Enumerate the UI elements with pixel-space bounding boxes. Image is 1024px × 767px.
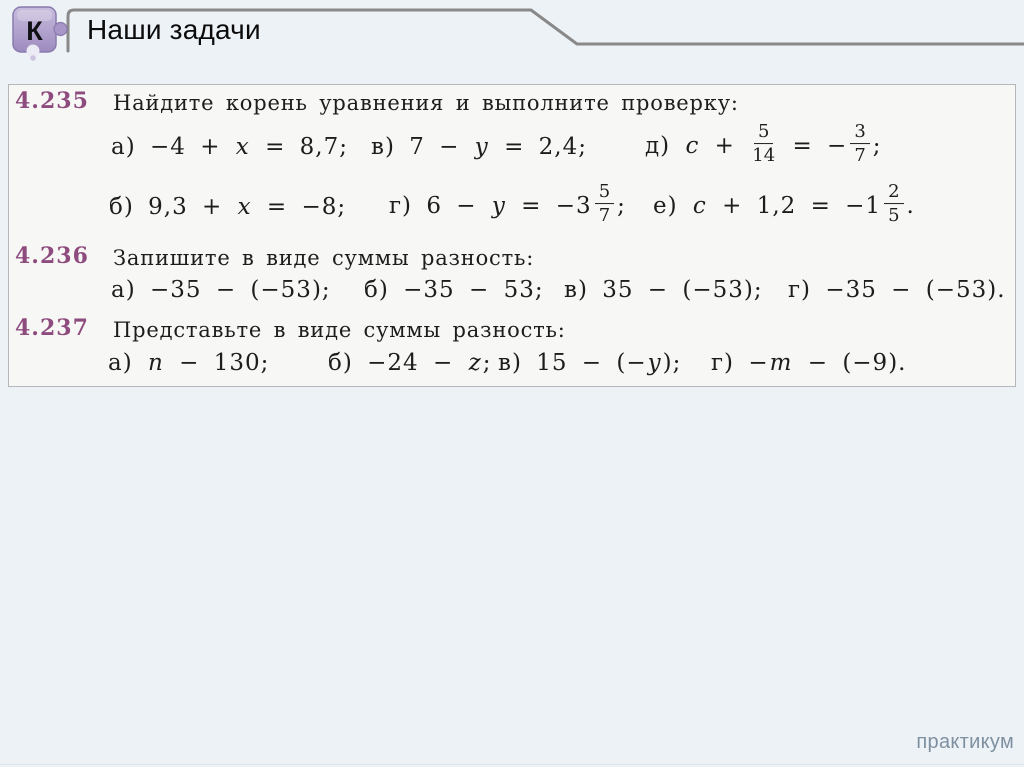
equation-text: ; (872, 133, 882, 159)
equation-variable: z (468, 350, 482, 376)
equation-text: ; (617, 193, 626, 219)
equation-text: б) 9,3 + (109, 194, 237, 220)
puzzle-icon-letter: К (26, 16, 43, 46)
equation-text: е) (653, 193, 692, 219)
equation (389, 181, 626, 229)
equation (111, 277, 331, 303)
problem-number: 4.237 (15, 315, 89, 341)
equation-variable: n (148, 350, 164, 376)
equation-text: а) (108, 350, 147, 376)
equation-text: в) 7 − (371, 134, 474, 160)
equation (109, 194, 346, 220)
equation-text: + 1,2 = −1 (707, 193, 882, 219)
equation-text: б) −35 − 53; (364, 277, 544, 303)
equation-variable: c (692, 193, 707, 219)
equation (498, 350, 681, 376)
equation-text: д) (645, 133, 685, 159)
equation-variable: x (237, 194, 252, 220)
equation (788, 277, 1006, 303)
equation-variable: x (235, 134, 250, 160)
equation (364, 277, 544, 303)
fraction: $\frac{2}{5}$ (884, 182, 903, 226)
equation (653, 181, 915, 229)
equation-text: = − (778, 133, 848, 159)
fraction: $\frac{3}{7}$ (850, 122, 869, 166)
equation (711, 350, 906, 376)
equation-text: − (−9). (793, 350, 907, 376)
equation-text: в) 15 − (− (498, 350, 647, 376)
page-title: Наши задачи (87, 14, 261, 45)
equation-text: г) −35 − (−53). (788, 277, 1006, 303)
equation-variable: y (647, 350, 662, 376)
equation (108, 350, 269, 376)
equation-text: б) −24 − (328, 350, 468, 376)
problem-statement: Запишите в виде суммы разность: (113, 246, 535, 270)
equation-variable: y (491, 193, 506, 219)
equation (371, 134, 587, 160)
equation-text: ; (482, 350, 492, 376)
problem-statement: Представьте в виде суммы разность: (113, 318, 566, 342)
equation-text: = −8; (252, 194, 347, 220)
task-card (8, 84, 1016, 387)
equation-text: = 2,4; (489, 134, 587, 160)
problem-number: 4.235 (15, 88, 89, 114)
equation-text: г) 6 − (389, 193, 491, 219)
equation (564, 277, 763, 303)
equation-text: = −3 (506, 193, 592, 219)
problem-statement: Найдите корень уравнения и выполните проверку: (113, 91, 739, 115)
equation-text: = 8,7; (250, 134, 349, 160)
equation-text: г) − (711, 350, 769, 376)
equation-text: − 130; (164, 350, 270, 376)
equation-text: + (700, 133, 750, 159)
equation (111, 134, 348, 160)
bottom-rule (0, 764, 1024, 765)
equation-text: а) −4 + (111, 134, 235, 160)
footer-label: практикум (916, 731, 1014, 753)
equation-text: . (906, 193, 915, 219)
problem-number: 4.236 (15, 243, 89, 269)
equation-text: в) 35 − (−53); (564, 277, 763, 303)
equation-text: а) −35 − (−53); (111, 277, 331, 303)
equation (645, 121, 882, 169)
fraction: $\frac{5}{14}$ (752, 121, 776, 167)
equation-variable: y (474, 134, 489, 160)
puzzle-icon (10, 4, 68, 64)
equation-variable: m (769, 350, 793, 376)
equation-text: ); (662, 350, 682, 376)
equation-variable: c (685, 133, 700, 159)
fraction: $\frac{5}{7}$ (595, 182, 614, 226)
equation (328, 350, 491, 376)
